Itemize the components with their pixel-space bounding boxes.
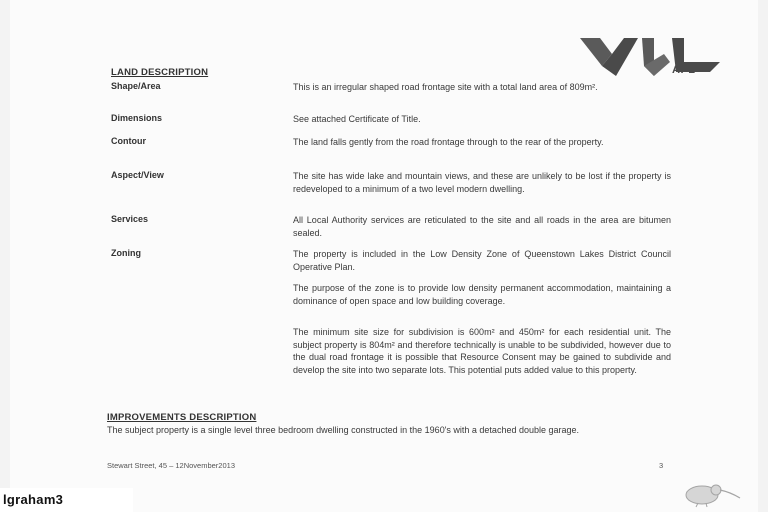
apl-logo-icon: [572, 32, 722, 82]
document-page: [10, 0, 758, 512]
label-shape-area: Shape/Area: [111, 81, 161, 91]
footer-address: Stewart Street, 45 – 12November2013: [107, 461, 235, 470]
zoning-paragraph-purpose: The purpose of the zone is to provide low density permanent accommodation, maintaining a dominance of open space and low building coverage.: [293, 283, 671, 306]
label-dimensions: Dimensions: [111, 113, 163, 123]
text-zoning: The property is included in the Low Density Zone of Queenstown Lakes District Council Operative Plan.: [293, 249, 671, 272]
label-services: Services: [111, 214, 149, 224]
improvements-text: The subject property is a single level three bedroom dwelling constructed in the 1960's with a detached double garage.: [107, 425, 580, 435]
text-services: All Local Authority services are reticulated to the site and all roads in the area are bitumen sealed.: [293, 215, 671, 238]
footer-page-number: 3: [659, 461, 664, 470]
label-aspect-view: Aspect/View: [111, 170, 164, 180]
label-contour: Contour: [111, 136, 146, 146]
logo-text: APL: [672, 64, 696, 76]
text-aspect-view: The site has wide lake and mountain views, and these are unlikely to be lost if the property is redeveloped to a minimum of a two level modern dwelling.: [293, 171, 671, 194]
land-description-heading: LAND DESCRIPTION: [111, 67, 209, 78]
text-shape-area: This is an irregular shaped road frontage site with a total land area of 809m².: [293, 82, 598, 92]
text-dimensions: See attached Certificate of Title.: [293, 114, 421, 124]
zoning-paragraph-subdivision: The minimum site size for subdivision is 600m² and 450m² for each residential unit. The subject property is 804m² and therefore technically is unable to be subdivided, however due to the dual road frontage it is possible that Resource Consent may be gained to subdivide and develop the site into two separate lots. This potential puts added value to this property.: [293, 327, 671, 375]
label-zoning: Zoning: [111, 248, 141, 258]
text-contour: The land falls gently from the road frontage through to the rear of the property.: [293, 137, 604, 147]
kiwi-bird-icon: [672, 480, 742, 508]
improvements-heading: IMPROVEMENTS DESCRIPTION: [107, 412, 257, 423]
watermark-username: lgraham3: [0, 488, 133, 512]
